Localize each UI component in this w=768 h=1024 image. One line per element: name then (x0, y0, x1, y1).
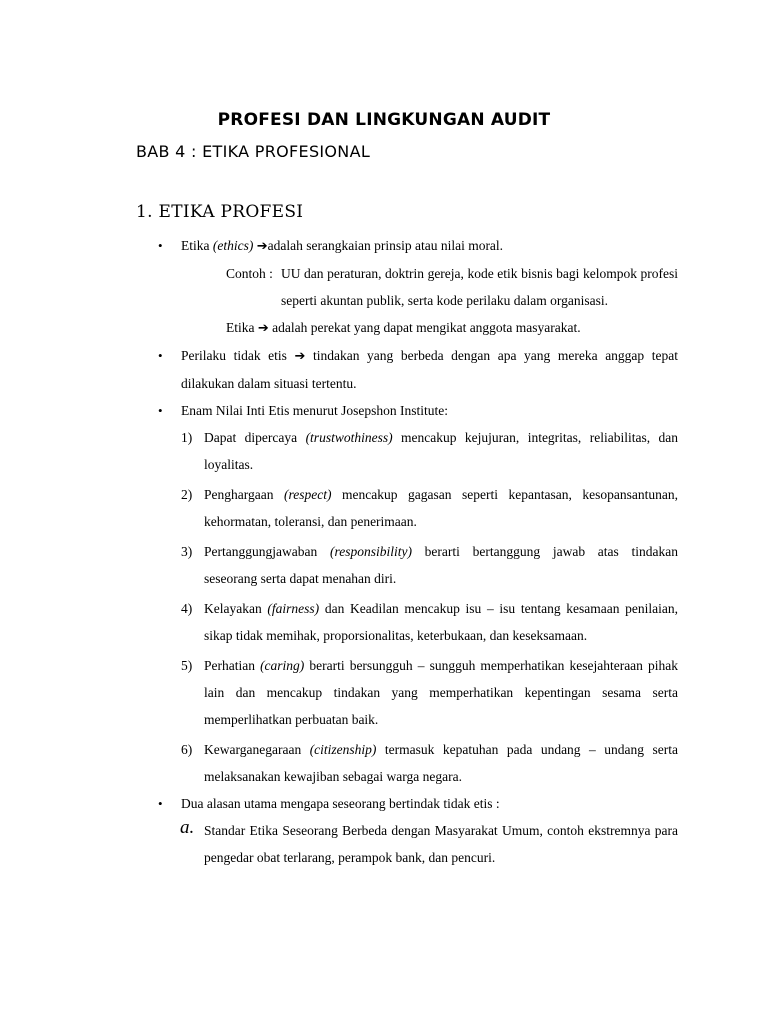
item-text: Penghargaan (204, 487, 285, 502)
item-text: berarti bersungguh – sungguh memperhatikan kesejahteraan pihak lain dan mencakup tindakan yang memperhatikan kepentingan sesama serta memperlihatkan perbuatan baik. (204, 658, 678, 727)
item-text: Kewarganegaraan (204, 742, 310, 757)
item-text: dan Keadilan mencakup isu – isu tentang kesamaan penilaian, sikap tidak memihak, proporsionalitas, keterbukaan, dan keseksamaan. (204, 601, 679, 643)
item-term: (fairness) (267, 601, 320, 616)
item-term: (responsibility) (329, 544, 412, 559)
etika-label-2: Etika (226, 320, 258, 335)
bullet-icon: • (158, 796, 163, 811)
dua-alasan-text: Dua alasan utama mengapa seseorang bertindak tidak etis : (181, 796, 500, 811)
etika-perekat-text: adalah perekat yang dapat mengikat anggota masyarakat. (268, 320, 581, 335)
section-heading: 1. ETIKA PROFESI (136, 202, 304, 222)
item-term: (citizenship) (309, 742, 377, 757)
bullet-perilaku (158, 342, 678, 397)
item-number: 6) (181, 742, 193, 757)
list-item (158, 481, 678, 535)
etika-perekat-line (158, 314, 678, 342)
arrow-right-icon: ➔ (256, 239, 268, 254)
list-item (158, 595, 678, 649)
values-list (158, 424, 678, 790)
item-number: 2) (181, 487, 193, 502)
document-title: PROFESI DAN LINGKUNGAN AUDIT (217, 110, 551, 130)
item-text: berarti bertanggung jawab atas tindakan seseorang serta dapat menahan diri. (204, 544, 679, 586)
bullet-icon: • (158, 348, 163, 363)
list-item (158, 538, 678, 592)
item-term: (trustwothiness) (305, 430, 393, 445)
item-number: 1) (181, 430, 193, 445)
list-item (158, 736, 678, 790)
perilaku-definition: tindakan yang berbeda dengan apa yang mereka anggap tepat dilakukan dalam situasi tertentu. (181, 348, 678, 391)
arrow-right-icon: ➔ (294, 349, 306, 364)
contoh-label: Contoh : (226, 266, 273, 281)
bullet-enam-nilai (158, 397, 678, 424)
item-text: mencakup kejujuran, integritas, reliabilitas, dan loyalitas. (204, 430, 678, 472)
enam-nilai-text: Enam Nilai Inti Etis menurut Josepshon Institute: (181, 403, 448, 418)
item-text: Standar Etika Seseorang Berbeda dengan Masyarakat Umum, contoh ekstremnya para pengedar obat terlarang, perampok bank, dan pencuri. (204, 823, 678, 865)
etika-label: Etika (181, 238, 213, 253)
bullet-icon: • (158, 403, 163, 418)
item-term: (respect) (284, 487, 332, 502)
item-letter: a. (180, 817, 195, 838)
item-text: Dapat dipercaya (204, 430, 306, 445)
ethics-term: (ethics) (212, 238, 254, 253)
item-number: 3) (181, 544, 193, 559)
item-text: Kelayakan (204, 601, 268, 616)
arrow-right-icon: ➔ (257, 321, 269, 336)
list-item (158, 424, 678, 478)
item-number: 5) (181, 658, 193, 673)
bullet-icon: • (158, 238, 163, 253)
list-item (158, 652, 678, 733)
bullet-etika (158, 232, 678, 260)
etika-definition: adalah serangkaian prinsip atau nilai moral. (267, 238, 504, 253)
contoh-block (158, 260, 678, 314)
item-term: (caring) (260, 658, 305, 673)
item-number: 4) (181, 601, 193, 616)
item-text: Perhatian (204, 658, 261, 673)
item-text: Pertanggungjawaban (204, 544, 330, 559)
bullet-dua-alasan (158, 790, 678, 817)
contoh-text: UU dan peraturan, doktrin gereja, kode etik bisnis bagi kelompok profesi seperti akuntan publik, serta kode perilaku dalam organisasi. (281, 266, 678, 308)
document-body (158, 232, 678, 871)
chapter-heading: BAB 4 : ETIKA PROFESIONAL (136, 142, 371, 161)
perilaku-label: Perilaku tidak etis (181, 348, 295, 363)
list-item (158, 817, 678, 871)
item-text: termasuk kepatuhan pada undang – undang serta melaksanakan kewajiban sebagai warga negara. (204, 742, 678, 784)
item-text: mencakup gagasan seperti kepantasan, kesopansantunan, kehormatan, toleransi, dan penerimaan. (204, 487, 679, 529)
